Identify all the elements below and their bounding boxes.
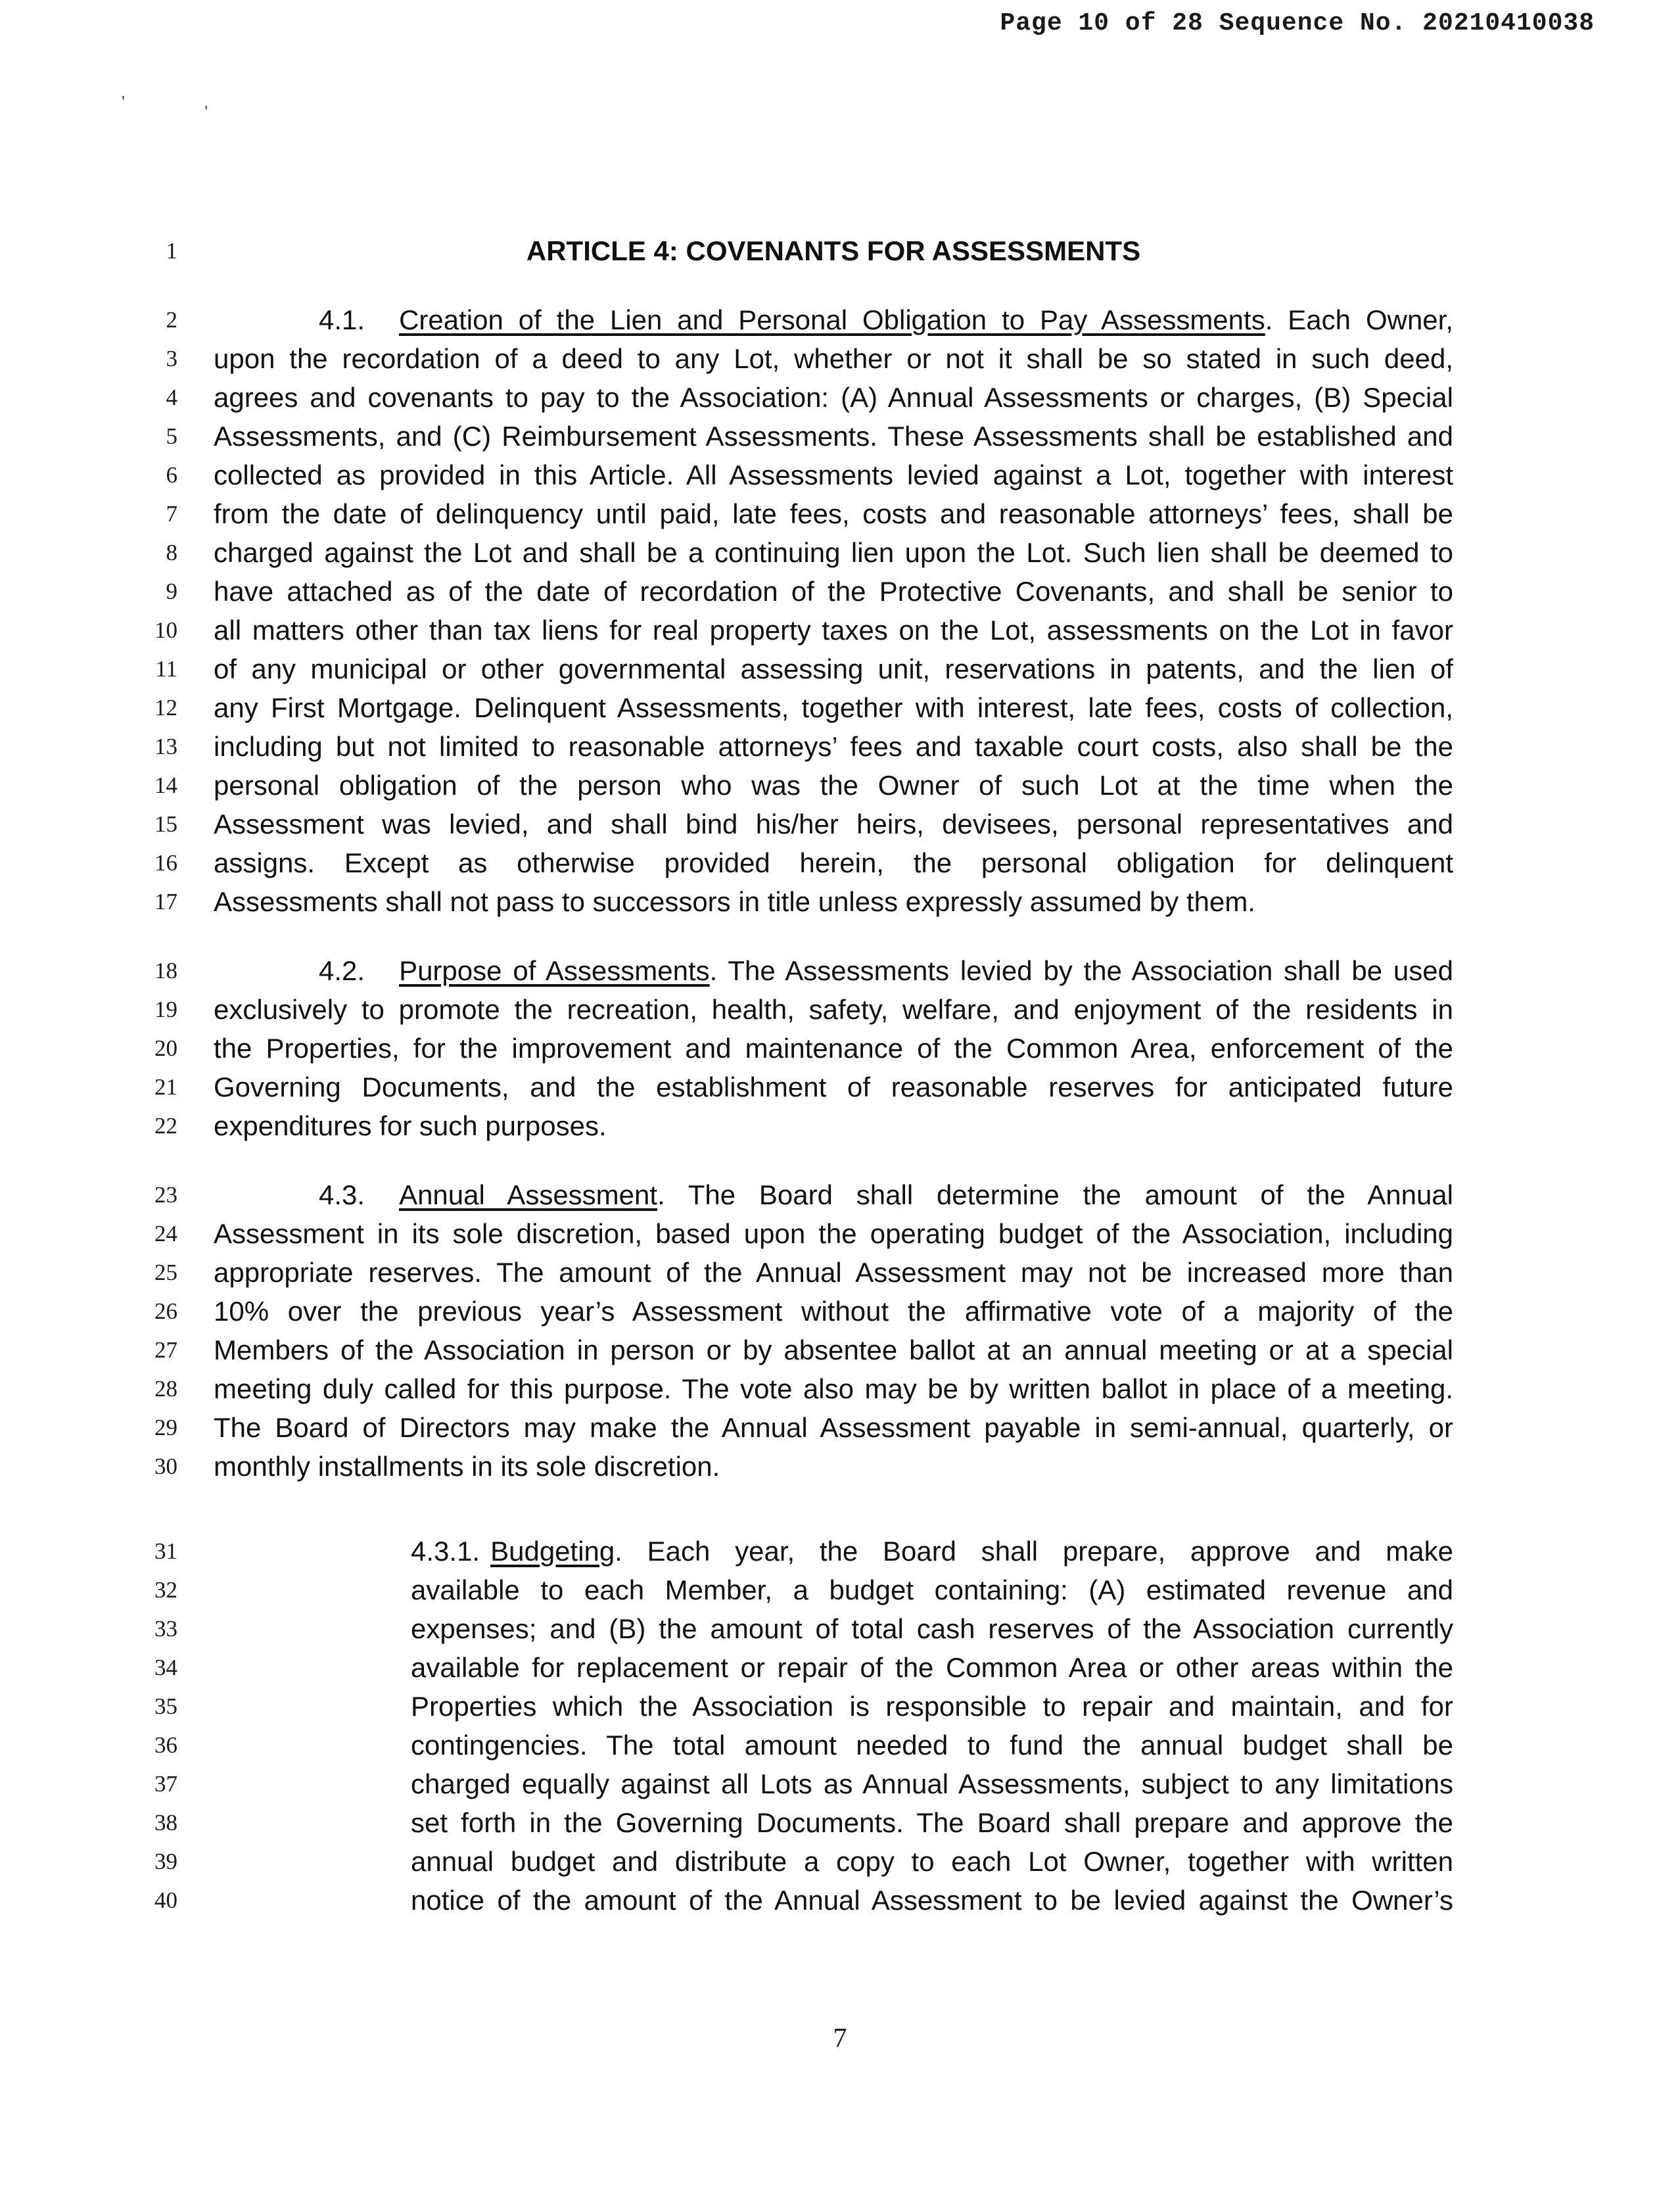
line-number: 36: [154, 1732, 177, 1758]
line-number: 40: [154, 1887, 177, 1913]
line-number: 28: [154, 1376, 177, 1402]
body-line: Assessment was levied, and shall bind his/her heirs, devisees, personal representatives and: [214, 809, 1453, 839]
line-number: 29: [154, 1415, 177, 1440]
line-number: 4: [166, 385, 177, 410]
document-line: [0, 1609, 1680, 1649]
body-line: upon the recordation of a deed to any Lot, whether or not it shall be so stated in such deed,: [214, 343, 1453, 374]
document-line: [0, 1331, 1680, 1370]
document-line: [0, 1764, 1680, 1804]
section-first-line: [319, 300, 1453, 340]
line-number: 34: [154, 1655, 177, 1680]
body-line: charged against the Lot and shall be a continuing lien upon the Lot. Such lien shall be deemed to: [214, 537, 1453, 568]
body-line: appropriate reserves. The amount of the Annual Assessment may not be increased more than: [214, 1257, 1453, 1288]
section-heading: Budgeting: [490, 1536, 615, 1567]
body-line: 10% over the previous year’s Assessment without the affirmative vote of a majority of the: [214, 1296, 1453, 1327]
document-line: [0, 1175, 1680, 1215]
body-line: notice of the amount of the Annual Assessment to be levied against the Owner’s: [411, 1885, 1453, 1916]
section-number: 4.1.: [319, 304, 365, 335]
body-line: charged equally against all Lots as Annual Assessments, subject to any limitations: [411, 1768, 1453, 1799]
section-heading: Annual Assessment: [399, 1179, 658, 1210]
document-line: [0, 378, 1680, 417]
section-number: 4.3.: [319, 1179, 365, 1210]
section-heading: Creation of the Lien and Personal Obligation to Pay Assessments: [399, 304, 1265, 335]
line-number: 33: [154, 1616, 177, 1642]
line-number: 7: [166, 501, 177, 527]
body-line: collected as provided in this Article. All Assessments levied against a Lot, together with interest: [214, 460, 1453, 490]
line-number: 2: [166, 307, 177, 333]
body-line: personal obligation of the person who was the Owner of such Lot at the time when the: [214, 770, 1453, 801]
document-line: [0, 494, 1680, 534]
document-line: [0, 572, 1680, 611]
line-number: 14: [154, 772, 177, 798]
line-number: 27: [154, 1337, 177, 1363]
line-number: 18: [154, 958, 177, 983]
line-number: 19: [154, 997, 177, 1022]
document-line: [0, 805, 1680, 844]
document-line: [0, 1803, 1680, 1843]
line-number: 6: [166, 462, 177, 488]
section-text: . The Board shall determine the amount of the Annual: [657, 1179, 1453, 1210]
document-line: [0, 1447, 1680, 1486]
document-line: [0, 1571, 1680, 1610]
line-number: 26: [154, 1298, 177, 1324]
scan-speck: ,: [203, 92, 209, 112]
document-line: [0, 650, 1680, 689]
document-line: [0, 1408, 1680, 1448]
body-line: Assessments shall not pass to successors in title unless expressly assumed by them.: [214, 886, 1256, 917]
document-line: [0, 727, 1680, 767]
line-number: 8: [166, 540, 177, 565]
line-number: 20: [154, 1035, 177, 1061]
body-line: annual budget and distribute a copy to each Lot Owner, together with written: [411, 1846, 1453, 1877]
section-first-line: [319, 951, 1453, 991]
section-text: . Each Owner,: [1265, 304, 1453, 335]
body-line: Governing Documents, and the establishment of reasonable reserves for anticipated future: [214, 1072, 1453, 1102]
body-line: have attached as of the date of recordation of the Protective Covenants, and shall be senior to: [214, 576, 1453, 607]
document-line: [0, 1648, 1680, 1688]
document-line: [0, 990, 1680, 1029]
document-line: [0, 300, 1680, 340]
document-line: [0, 1292, 1680, 1331]
article-title: ARTICLE 4: COVENANTS FOR ASSESSMENTS: [526, 235, 1141, 266]
body-line: of any municipal or other governmental assessing unit, reservations in patents, and the lien of: [214, 653, 1453, 684]
document-line: [0, 1842, 1680, 1881]
document-line: [0, 1369, 1680, 1409]
line-number: 38: [154, 1810, 177, 1835]
line-number: 39: [154, 1849, 177, 1874]
body-line: exclusively to promote the recreation, health, safety, welfare, and enjoyment of the residents in: [214, 994, 1453, 1025]
body-line: agrees and covenants to pay to the Association: (A) Annual Assessments or charges, (B) Special: [214, 382, 1453, 413]
section-heading: Purpose of Assessments: [399, 955, 710, 986]
body-line: Members of the Association in person or by absentee ballot at an annual meeting or at a special: [214, 1335, 1453, 1365]
body-line: monthly installments in its sole discretion.: [214, 1451, 720, 1482]
body-line: Properties which the Association is responsible to repair and maintain, and for: [411, 1691, 1453, 1722]
document-line: [0, 766, 1680, 805]
document-line: [0, 882, 1680, 922]
body-line: assigns. Except as otherwise provided herein, the personal obligation for delinquent: [214, 847, 1453, 878]
line-number: 13: [154, 734, 177, 759]
document-line: [0, 456, 1680, 495]
fax-header: Page 10 of 28 Sequence No. 20210410038: [1000, 9, 1595, 37]
line-number: 23: [154, 1182, 177, 1208]
body-line: the Properties, for the improvement and maintenance of the Common Area, enforcement of the: [214, 1033, 1453, 1064]
line-number: 35: [154, 1693, 177, 1719]
section-text: . Each year, the Board shall prepare, approve and make: [615, 1536, 1453, 1567]
document-line: [0, 339, 1680, 379]
scan-speck: ': [122, 92, 125, 112]
line-number: 12: [154, 695, 177, 721]
body-line: including but not limited to reasonable attorneys’ fees and taxable court costs, also shall be the: [214, 731, 1453, 762]
body-line: any First Mortgage. Delinquent Assessments, together with interest, late fees, costs of collection,: [214, 692, 1453, 723]
document-line: [0, 951, 1680, 991]
body-line: set forth in the Governing Documents. The Board shall prepare and approve the: [411, 1807, 1453, 1838]
line-number: 15: [154, 811, 177, 837]
line-number: 11: [155, 656, 177, 682]
body-line: expenditures for such purposes.: [214, 1110, 607, 1141]
body-line: The Board of Directors may make the Annual Assessment payable in semi-annual, quarterly, or: [214, 1412, 1453, 1443]
line-number: 3: [166, 346, 177, 371]
document-line: [0, 611, 1680, 650]
body-line: available for replacement or repair of the Common Area or other areas within the: [411, 1652, 1453, 1683]
document-line: [0, 843, 1680, 883]
body-line: all matters other than tax liens for real property taxes on the Lot, assessments on the Lot in favor: [214, 615, 1453, 646]
scan-specks: [122, 92, 287, 112]
document-line: [0, 533, 1680, 573]
document-line: [0, 231, 1680, 271]
body-line: Assessments, and (C) Reimbursement Assessments. These Assessments shall be established and: [214, 421, 1453, 452]
body-line: Assessment in its sole discretion, based upon the operating budget of the Association, including: [214, 1218, 1453, 1249]
line-number: 31: [154, 1538, 177, 1564]
line-number: 22: [154, 1113, 177, 1139]
section-first-line: [411, 1532, 1453, 1571]
document-line: [0, 1687, 1680, 1726]
body-line: from the date of delinquency until paid, late fees, costs and reasonable attorneys’ fees, shall be: [214, 498, 1453, 529]
body-line: contingencies. The total amount needed to fund the annual budget shall be: [411, 1730, 1453, 1761]
document-line: [0, 1029, 1680, 1068]
line-number: 30: [154, 1454, 177, 1479]
line-number: 16: [154, 850, 177, 876]
line-number: 24: [154, 1221, 177, 1246]
line-number: 9: [166, 579, 177, 604]
section-number: 4.3.1.: [411, 1536, 480, 1567]
line-number: 37: [154, 1771, 177, 1797]
document-line: [0, 1106, 1680, 1146]
document-line: [0, 1726, 1680, 1765]
line-number: 1: [166, 238, 177, 264]
line-number: 17: [154, 889, 177, 914]
document-line: [0, 1253, 1680, 1292]
document-line: [0, 1532, 1680, 1571]
page-number: 7: [833, 2023, 847, 2054]
section-first-line: [319, 1175, 1453, 1215]
section-number: 4.2.: [319, 955, 365, 986]
body-line: available to each Member, a budget containing: (A) estimated revenue and: [411, 1574, 1453, 1605]
document-line: [0, 1068, 1680, 1107]
line-number: 10: [154, 617, 177, 643]
line-number: 21: [154, 1074, 177, 1100]
line-number: 32: [154, 1577, 177, 1603]
document-line: [0, 1214, 1680, 1254]
document-line: [0, 417, 1680, 456]
document-line: [0, 688, 1680, 728]
section-text: . The Assessments levied by the Association shall be used: [709, 955, 1453, 986]
body-line: expenses; and (B) the amount of total cash reserves of the Association currently: [411, 1613, 1453, 1644]
line-number: 5: [166, 423, 177, 449]
body-line: meeting duly called for this purpose. The vote also may be by written ballot in place of a meeting.: [214, 1373, 1453, 1404]
document-line: [0, 1881, 1680, 1920]
line-number: 25: [154, 1260, 177, 1285]
